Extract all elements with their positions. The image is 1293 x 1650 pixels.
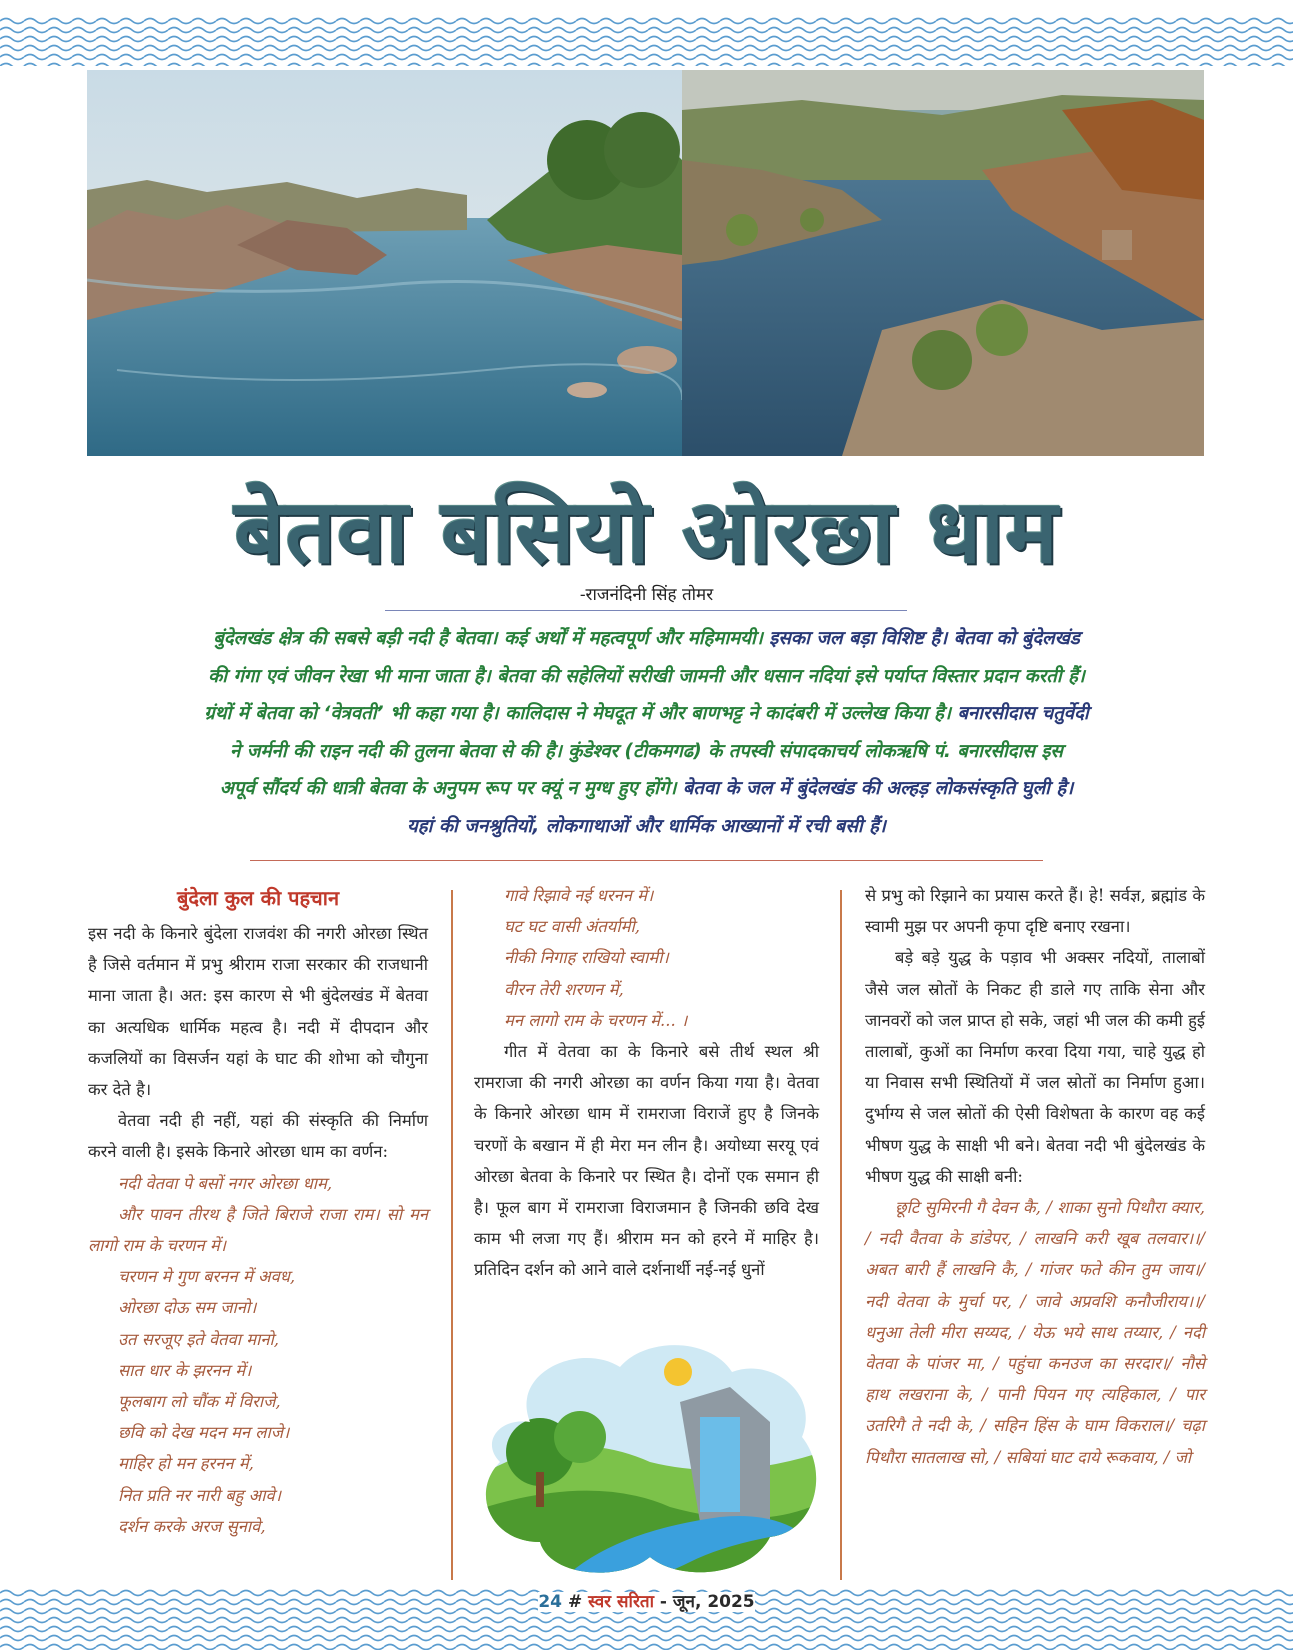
verse-line: ओरछा दोऊ सम जानो।	[118, 1298, 257, 1318]
verse-line: घट घट वासी अंतर्यामी,	[504, 917, 640, 937]
page-number: 24	[538, 1592, 563, 1612]
intro-line	[100, 808, 1193, 846]
intro-line	[100, 620, 1193, 658]
verse-list	[88, 1261, 428, 1542]
column-divider	[840, 890, 842, 1580]
intro-text: यहां की जनश्रुतियों, लोकगाथाओं और धार्मिक आख्यानों में रची बसी हैं।	[407, 815, 886, 837]
intro-text: इसका जल बड़ा विशिष्ट है। बेतवा को बुंदेलखंड	[769, 628, 1080, 649]
river-photo-left	[87, 70, 682, 456]
intro-text: ग्रंथों में बेतवा को ‘वेत्रवती’ भी कहा गया है। कालिदास ने मेघदूत में और बाणभट्ट ने कादंबरी में उल्लेख किया है।	[204, 703, 958, 724]
author-byline: -राजनंदिनी सिंह तोमर	[579, 585, 714, 605]
verse-line: नित प्रति नर नारी बहु आवे।	[118, 1485, 281, 1505]
intro-line	[100, 695, 1193, 733]
article-title: बेतवा बसियो ओरछा धाम	[234, 480, 1059, 583]
verse-line: वीरन तेरी शरणन में,	[504, 979, 624, 999]
verse-line: और पावन तीरथ है जिते बिराजे राजा राम। सो मन लागो राम के चरणन में।	[88, 1204, 428, 1256]
column-3-paragraph-1: से प्रभु को रिझाने का प्रयास करते हैं। हे! सर्वज्ञ, ब्रह्मांड के स्वामी मुझ पर अपनी कृपा दृष्टि बनाए रखना।	[865, 886, 1205, 937]
waterfall-illustration	[470, 1332, 822, 1582]
intro-text: बेतवा के जल में बुंदेलखंड की अल्हड़ लोकसंस्कृति घुली है।	[682, 778, 1074, 799]
column-3-paragraph-2: बड़े बड़े युद्ध के पड़ाव भी अक्सर नदियों, तालाबों जैसे जल स्रोतों के निकट ही डाले गए ताकि सेना और जानवरों को जल प्राप्त हो सके, जहां भी जल की कमी हुई तालाबों, कुओं का निर्माण करवा दिया गया, चाहे युद्ध हो या निवास सभी स्थितियों में जल स्रोतों का निर्माण हुआ। दुर्भाग्य से जल स्रोतों की ऐसी विशेषता के कारण वह कई भीषण युद्ध के साक्षी भी बने। बेतवा नदी भी बुंदेलखंड के भीषण युद्ध की साक्षी बनी:	[865, 948, 1205, 1186]
verse-line: मन लागो राम के चरणन में... ।	[504, 1010, 688, 1030]
column-2-paragraph: गीत में वेतवा का के किनारे बसे तीर्थ स्थल श्री रामराजा की नगरी ओरछा का वर्णन किया गया है। वेतवा के किनारे ओरछा धाम में रामराजा विराजें हुए है जिनके चरणों के बखान में ही मेरा मन लीन है। अयोध्या सरयू एवं ओरछा बेतवा के किनारे पर स्थित है। दोनों एक समान ही है। फूल बाग में रामराजा विराजमान है जिनकी छवि देख काम भी लजा गए हैं। श्रीराम मन को हरने में माहिर है। प्रतिदिन दर्शन को आने वाले दर्शनार्थी नई-नई धुनों	[474, 1042, 819, 1280]
issue-date: - जून, 2025	[659, 1592, 755, 1612]
verse-line: उत सरजूए इते वेतवा मानो,	[118, 1329, 280, 1349]
intro-text: बुंदेलखंड क्षेत्र की सबसे बड़ी नदी है बेतवा। कई अर्थों में महत्वपूर्ण और महिमामयी।	[213, 628, 770, 649]
intro-line	[100, 658, 1193, 696]
verse-line: नीकी निगाह राखियो स्वामी।	[504, 948, 669, 968]
column-2	[474, 880, 819, 1286]
intro-text: की गंगा एवं जीवन रेखा भी माना जाता है। बेतवा की सहेलियों सरीखी जामनी और धसान नदियां इसे पर्याप्त विस्तार प्रदान करती हैं।	[208, 665, 1085, 687]
magazine-name: स्वर सरिता	[588, 1592, 654, 1612]
footer-hash: #	[567, 1592, 583, 1612]
intro-paragraph	[100, 620, 1193, 845]
verse-line: नदी वेतवा पे बसों नगर ओरछा धाम,	[118, 1173, 333, 1193]
river-photo-right	[682, 70, 1204, 456]
verse-paragraph: छूटि सुमिरनी गै देवन कै, / शाका सुनो पिथौरा क्यार, / नदी वैतवा के डांडेपर, / लाखनि करी खूब तलवार।।/ अबत बारी हैं लाखनि कै, / गांजर फते कीन तुम जाय।/ नदी वेतवा के मुर्चा पर, / जावे अप्रवशि कनौजीराय।।/ धनुआ तेली मीरा सय्यद, / येऊ भये साथ तय्यार, / नदी वेतवा के पांजर मा, / पहुंचा कनउज का सरदार।/ नौसे हाथ लखराना के, / पानी पियन गए त्यहिकाल, / पार उतरिगै ते नदी के, / सहिन हिंस के घाम विकराल।/ चढ़ा पिथौरा सातलाख सो, / सबियां घाट दाये रूकवाय, / जो	[865, 1198, 1205, 1467]
verse-list	[474, 880, 819, 1036]
byline-divider	[385, 610, 907, 611]
column-3	[865, 880, 1205, 1473]
column-1-paragraph-2: वेतवा नदी ही नहीं, यहां की संस्कृति की निर्माण करने वाली है। इसके किनारे ओरछा धाम का वर्णन:	[88, 1111, 428, 1162]
intro-divider	[250, 860, 1043, 861]
intro-text: अपूर्व सौंदर्य की धात्री बेतवा के अनुपम रूप पर क्यूं न मुग्ध हुए होंगे।	[219, 778, 683, 799]
verse-line: माहिर हो मन हरनन में,	[118, 1454, 254, 1474]
section-heading: बुंदेला कुल की पहचान	[176, 886, 340, 910]
intro-text: ने जर्मनी की राइन नदी की तुलना बेतवा से की है। कुंडेश्वर (टीकमगढ) के तपस्वी संपादकाचर्य लोकऋषि पं. बनारसीदास इस	[230, 740, 1063, 762]
verse-line: दर्शन करके अरज सुनावे,	[118, 1516, 266, 1536]
column-divider	[451, 890, 453, 1580]
verse-line: फूलबाग लो चौंक में विराजे,	[118, 1392, 281, 1412]
verse-line: सात धार के झरनन में।	[118, 1360, 252, 1380]
decorative-wave-top	[0, 16, 1293, 66]
column-1	[88, 880, 428, 1542]
verse-line: गावे रिझावे नई धरनन में।	[504, 886, 654, 905]
verse-line: छवि को देख मदन मन लाजे।	[118, 1423, 290, 1443]
verse-line: चरणन मे गुण बरनन में अवध,	[118, 1267, 296, 1287]
page-footer	[0, 1588, 1293, 1616]
column-1-paragraph-1: इस नदी के किनारे बुंदेला राजवंश की नगरी ओरछा स्थित है जिसे वर्तमान में प्रभु श्रीराम राजा सरकार की राजधानी माना जाता है। अत: इस कारण से भी बुंदेलखंड में बेतवा का अत्यधिक धार्मिक महत्व है। नदी में दीपदान और कजलियों का विसर्जन यहां के घाट की शोभा को चौगुना कर देते है।	[88, 924, 428, 1100]
intro-line	[100, 770, 1193, 808]
intro-text: बनारसीदास चतुर्वेदी	[957, 703, 1089, 724]
intro-line	[100, 733, 1193, 771]
